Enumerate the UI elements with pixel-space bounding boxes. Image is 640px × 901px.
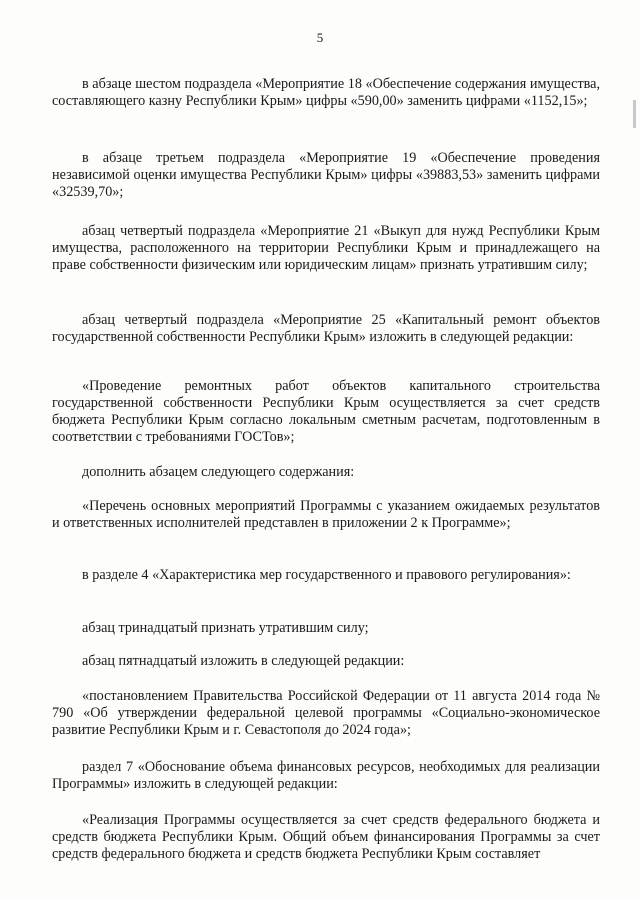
paragraph-2: в абзаце третьем подраздела «Мероприятие 19 «Обеспечение проведения независимой оценки имущества Республики Крым» цифры «39883,53» заменить цифрами «32539,70»; [52,150,600,200]
page-number: 5 [316,30,324,45]
paragraph-8: в разделе 4 «Характеристика мер государственного и правового регулирования»: [82,567,571,583]
paragraph-13: «Реализация Программы осуществляется за счет средств федерального бюджета и средств бюджета Республики Крым. Общий объем финансирования Программы за счет средств федерального бюджета и средств бюджета Республики Крым составляет [52,812,600,862]
paragraph-11: «постановлением Правительства Российской Федерации от 11 августа 2014 года № 790 «Об утверждении федеральной целевой программы «Социально-экономическое развитие Республики Крым и г. Севастополя до 2024 года»; [52,688,600,738]
paragraph-10: абзац пятнадцатый изложить в следующей редакции: [82,653,405,669]
paragraph-6: дополнить абзацем следующего содержания: [82,464,355,480]
paragraph-5: «Проведение ремонтных работ объектов капитального строительства государственной собственности Республики Крым осуществляется за счет средств бюджета Республики Крым согласно локальным сметным расчетам, подготовленным в соответствии с требованиями ГОСТов»; [52,378,600,445]
paragraph-4: абзац четвертый подраздела «Мероприятие 25 «Капитальный ремонт объектов государственной собственности Республики Крым» изложить в следующей редакции: [52,312,600,345]
paragraph-7: «Перечень основных мероприятий Программы с указанием ожидаемых результатов и ответственных исполнителей представлен в приложении 2 к Программе»; [52,498,600,531]
paragraph-9: абзац тринадцатый признать утратившим силу; [82,620,369,636]
paragraph-1: в абзаце шестом подраздела «Мероприятие 18 «Обеспечение содержания имущества, составляющего казну Республики Крым» цифры «590,00» заменить цифрами «1152,15»; [52,76,600,109]
paragraph-12: раздел 7 «Обоснование объема финансовых ресурсов, необходимых для реализации Программы» изложить в следующей редакции: [52,759,600,792]
scan-edge-mark [633,100,636,128]
paragraph-3: абзац четвертый подраздела «Мероприятие 21 «Выкуп для нужд Республики Крым имущества, расположенного на территории Республики Крым и принадлежащего на праве собственности физическим или юридическим лицам» признать утратившим силу; [52,223,600,273]
